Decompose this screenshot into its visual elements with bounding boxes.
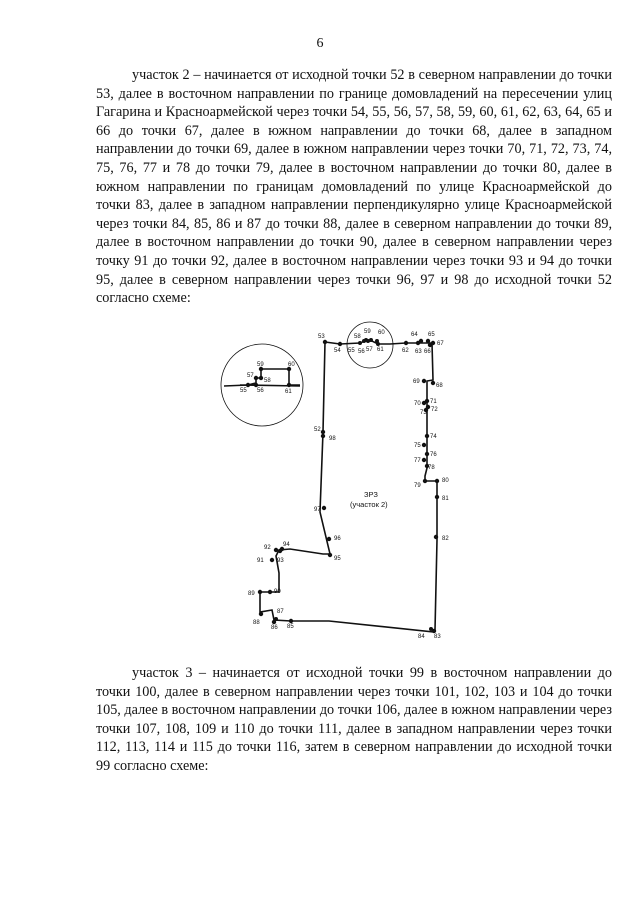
label-58: 58 [354,334,361,340]
point-79 [423,479,427,483]
inset-label-56: 56 [257,388,264,394]
label-79: 79 [414,483,421,489]
point-61 [376,342,380,346]
point-55 [358,341,362,345]
boundary-line [260,341,437,632]
label-59: 59 [364,329,371,335]
label-68: 68 [436,383,443,389]
point-76 [425,452,429,456]
label-92: 92 [264,545,271,551]
point-88 [259,612,263,616]
point-89 [258,590,262,594]
point-68 [431,381,435,385]
label-69: 69 [413,379,420,385]
label-84: 84 [418,634,425,640]
label-57: 57 [366,347,373,353]
inset-label-58: 58 [264,378,271,384]
point-77 [422,458,426,462]
label-61: 61 [377,347,384,353]
inset-label-55: 55 [240,388,247,394]
inset-point-56 [254,383,258,387]
inset-label-57: 57 [247,373,254,379]
label-67: 67 [437,341,444,347]
label-83: 83 [434,634,441,640]
point-91 [270,558,274,562]
label-81: 81 [442,496,449,502]
point-69 [422,379,426,383]
point-92 [274,548,278,552]
label-75: 75 [414,443,421,449]
point-67 [431,341,435,345]
point-98 [321,434,325,438]
label-52: 52 [314,427,321,433]
point-96 [327,537,331,541]
label-96: 96 [334,536,341,542]
label-95: 95 [334,556,341,562]
inset-label-60: 60 [288,362,295,368]
label-53: 53 [318,334,325,340]
point-62 [404,341,408,345]
zone-label: ЗРЗ [364,490,378,499]
point-85 [289,619,293,623]
paragraph-section-2: участок 2 – начинается от исходной точки 52 в северном направлении до точки 53, далее в восточном направлении по границе домовладений на пересечении улиц Гагарина и Красноармейской через точки 54, 55, 56, 57, 58, 59, 60, 61, 62, 63, 64, 65 и 66 до точки 67, далее в южном направлении до точки 68, далее в западном направлении до точки 69, далее в южном направлении через точки 70, 71, 72, 73, 74, 75, 76, 77 и 78 до точки 79, далее в восточном направлении до точки 80, далее в южном направлении по границам домовладений по улице Красноармейской до точки 83, далее в западном направлении перпендикулярно улице Красноармейской через точки 84, 85, 86 и 87 до точки 88, далее в северном направлении до точки 89, далее в восточном направлении до точки 90, далее в северном направлении через точку 91 до точки 92, далее в восточном направлении через точки 93 и 94 до точки 95, далее в северном направлении через точки 96, 97 и 98 до исходной точки 52 согласно схеме: [96,67,612,307]
label-63: 63 [415,349,422,355]
inset-point-55 [246,383,250,387]
label-72: 72 [431,407,438,413]
label-97: 97 [314,507,321,513]
inset-label-59: 59 [257,362,264,368]
point-97 [322,506,326,510]
point-65 [426,339,430,343]
inset-point-58 [259,376,263,380]
inset-label-61: 61 [285,389,292,395]
label-87: 87 [277,609,284,615]
inset-point-61 [287,383,291,387]
label-64: 64 [411,332,418,338]
label-60: 60 [378,330,385,336]
zone-sublabel: (участок 2) [350,500,388,509]
point-74 [425,434,429,438]
label-74: 74 [430,434,437,440]
point-80 [435,479,439,483]
label-90: 90 [274,589,281,595]
label-80: 80 [442,478,449,484]
point-53 [323,340,327,344]
label-55: 55 [348,348,355,354]
label-86: 86 [271,625,278,631]
paragraph-section-3: участок 3 – начинается от исходной точки 99 в восточном направлении до точки 100, далее в северном направлении через точки 101, 102, 103 и 104 до точки 105, далее в восточном направлении до точки 106, далее в южном направлении через точки 107, 108, 109 и 110 до точки 111, далее в западном направлении через точки 112, 113, 114 и 115 до точки 116, затем в северном направлении до исходной точки 99 согласно схеме: [96,665,612,774]
label-89: 89 [248,591,255,597]
point-81 [435,495,439,499]
point-95 [328,553,332,557]
label-82: 82 [442,536,449,542]
point-54 [338,342,342,346]
label-77: 77 [414,458,421,464]
page-number: 6 [316,36,324,51]
label-94: 94 [283,542,290,548]
label-65: 65 [428,332,435,338]
point-58 [364,338,368,342]
label-78: 78 [428,465,435,471]
point-64 [419,339,423,343]
inset-point-57 [254,376,258,380]
point-84 [429,627,433,631]
label-54: 54 [334,348,341,354]
label-98: 98 [329,436,336,442]
point-75 [422,443,426,447]
point-90 [268,590,272,594]
point-82 [434,535,438,539]
label-73: 73 [420,410,427,416]
point-87 [274,617,278,621]
label-62: 62 [402,348,409,354]
label-56: 56 [358,349,365,355]
label-85: 85 [287,624,294,630]
label-93: 93 [277,558,284,564]
label-70: 70 [414,401,421,407]
point-59 [369,338,373,342]
label-76: 76 [430,452,437,458]
label-66: 66 [424,349,431,355]
label-71: 71 [430,399,437,405]
point-71 [425,399,429,403]
label-91: 91 [257,558,264,564]
label-88: 88 [253,620,260,626]
point-52 [321,430,325,434]
